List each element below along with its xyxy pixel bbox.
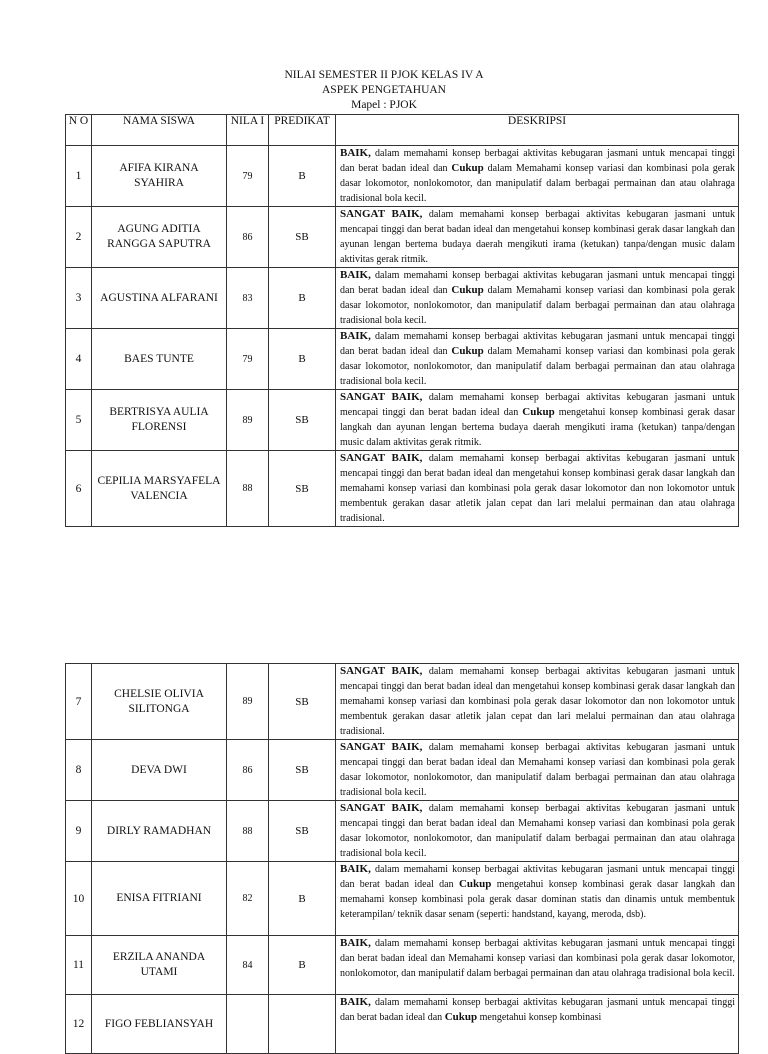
title-line-3: Mapel : PJOK (351, 99, 417, 111)
student-name: BAES TUNTE (92, 329, 227, 390)
student-name: CHELSIE OLIVIA SILITONGA (92, 664, 227, 740)
row-number: 9 (66, 801, 92, 862)
student-predicate: SB (269, 207, 336, 268)
student-predicate: B (269, 146, 336, 207)
student-predicate: B (269, 329, 336, 390)
desc-mid: Cukup (522, 406, 555, 418)
desc-text: dalam memahami konsep berbagai aktivitas kebugaran jasmani untuk mencapai tinggi dan berat badan ideal dan Memahami konsep variasi dan kombinasi pola gerak dasar lokomotor, nonlokomotor, dan manipulatif dalam berbagai permainan dan atau olahraga tradisional bola kecil. (340, 742, 736, 798)
row-number: 6 (66, 451, 92, 527)
desc-lead: SANGAT BAIK, (340, 208, 423, 220)
desc-text: dalam memahami konsep berbagai aktivitas kebugaran jasmani untuk mencapai tinggi dan berat badan ideal dan mengetahui konsep kombinasi gerak dasar langkah dan memahami konsep variasi dan kombinasi pola gerak dasar lokomotor dan non lokomotor untuk membentuk gerakan dasar atletik jalan cepat dan lari melalui permainan dan atau olahraga tradisional. (340, 666, 736, 737)
student-description (336, 390, 739, 451)
student-predicate: B (269, 936, 336, 995)
header-nilai: NILA I (227, 115, 269, 146)
student-description (336, 268, 739, 329)
desc-text-2: mengetahui konsep kombinasi gerak dasar langkah dan memahami konsep kombinasi pola gerak dasar dominan statis dan dinamis untuk membentuk keterampilan/ teknik dasar senam (seperti: handstand, kayang, meroda, dsb). (340, 879, 735, 920)
desc-text-2: mengetahui konsep kombinasi (477, 1012, 602, 1023)
desc-text: dalam memahami konsep berbagai aktivitas kebugaran jasmani untuk mencapai tinggi dan berat badan ideal dan (340, 148, 735, 174)
student-predicate: SB (269, 664, 336, 740)
desc-text-2: dalam Memahami konsep variasi dan kombinasi pola gerak dasar lokomotor, nonlokomotor, dan manipulatif dalam berbagai permainan dan atau olahraga tradisional bola kecil. (340, 346, 735, 387)
student-description (336, 936, 739, 995)
student-description (336, 664, 739, 740)
row-number: 8 (66, 740, 92, 801)
student-predicate: SB (269, 451, 336, 527)
desc-mid: Cukup (451, 345, 484, 357)
student-score: 82 (227, 862, 269, 936)
student-name: BERTRISYA AULIA FLORENSI (92, 390, 227, 451)
row-number: 5 (66, 390, 92, 451)
header-predikat: PREDIKAT (269, 115, 336, 146)
student-name: DIRLY RAMADHAN (92, 801, 227, 862)
student-score: 88 (227, 801, 269, 862)
desc-lead: SANGAT BAIK, (340, 665, 423, 677)
student-name: CEPILIA MARSYAFELA VALENCIA (92, 451, 227, 527)
table-row (66, 936, 739, 995)
student-score: 84 (227, 936, 269, 995)
desc-text: dalam memahami konsep berbagai aktivitas kebugaran jasmani untuk mencapai tinggi dan berat badan ideal dan (340, 270, 735, 296)
student-score: 79 (227, 146, 269, 207)
table-row (66, 740, 739, 801)
row-number: 4 (66, 329, 92, 390)
desc-text-2: mengetahui konsep kombinasi gerak dasar langkah dan ayunan lengan bertema budaya daerah mengikuti irama (ketukan) tanpa/dengan music dalam aktivitas gerak ritmik. (340, 407, 736, 448)
student-description (336, 146, 739, 207)
table-row (66, 329, 739, 390)
desc-lead: BAIK, (340, 863, 371, 875)
desc-lead: BAIK, (340, 147, 371, 159)
desc-lead: BAIK, (340, 269, 371, 281)
desc-mid: Cukup (451, 284, 484, 296)
student-description (336, 207, 739, 268)
desc-text: dalam memahami konsep berbagai aktivitas kebugaran jasmani untuk mencapai tinggi dan berat badan ideal dan Memahami konsep variasi dan kombinasi pola gerak dasar lokomotor, nonlokomotor, dan manipulatif dalam berbagai permainan dan atau olahraga tradisional bola kecil. (340, 803, 736, 859)
desc-lead: SANGAT BAIK, (340, 452, 423, 464)
row-number: 2 (66, 207, 92, 268)
desc-text: dalam memahami konsep berbagai aktivitas kebugaran jasmani untuk mencapai tinggi dan berat badan ideal dan mengetahui konsep kombinasi gerak dasar langkah dan memahami konsep variasi dan kombinasi pola gerak dasar lokomotor dan non lokomotor untuk membentuk gerakan dasar atletik jalan cepat dan lari melalui permainan dan atau olahraga tradisional. (340, 453, 736, 524)
student-predicate: B (269, 268, 336, 329)
title-line-2: ASPEK PENGETAHUAN (322, 84, 446, 96)
desc-text: dalam memahami konsep berbagai aktivitas kebugaran jasmani untuk mencapai tinggi dan berat badan ideal dan mengetahui konsep kombinasi gerak dasar langkah dan ayunan lengan bertema budaya daerah mengikuti irama (ketukan) tanpa/dengan music dalam aktivitas gerak ritmik. (340, 209, 736, 265)
desc-lead: BAIK, (340, 937, 371, 949)
desc-mid: Cukup (444, 1011, 478, 1023)
student-name: AGUNG ADITIA RANGGA SAPUTRA (92, 207, 227, 268)
student-name: AGUSTINA ALFARANI (92, 268, 227, 329)
row-number: 11 (66, 936, 92, 995)
grades-table-page-2 (65, 663, 739, 1054)
table-row (66, 451, 739, 527)
document-title-block (0, 68, 768, 113)
header-nama-siswa: NAMA SISWA (92, 115, 227, 146)
grades-table-page-1 (65, 114, 739, 527)
table-row (66, 995, 739, 1054)
table-row (66, 801, 739, 862)
student-predicate (269, 995, 336, 1054)
table-row (66, 862, 739, 936)
student-predicate: B (269, 862, 336, 936)
header-no: N O (66, 115, 92, 146)
table-row (66, 268, 739, 329)
student-name: FIGO FEBLIANSYAH (92, 995, 227, 1054)
student-predicate: SB (269, 801, 336, 862)
student-description (336, 329, 739, 390)
student-score: 86 (227, 740, 269, 801)
student-score: 86 (227, 207, 269, 268)
student-name: AFIFA KIRANA SYAHIRA (92, 146, 227, 207)
desc-text: dalam memahami konsep berbagai aktivitas kebugaran jasmani untuk mencapai tinggi dan berat badan ideal dan (340, 864, 735, 890)
student-predicate: SB (269, 390, 336, 451)
desc-text: dalam memahami konsep berbagai aktivitas kebugaran jasmani untuk mencapai tinggi dan berat badan ideal dan (340, 331, 735, 357)
student-description (336, 451, 739, 527)
student-score: 89 (227, 664, 269, 740)
student-score (227, 995, 269, 1054)
student-score: 89 (227, 390, 269, 451)
student-score: 79 (227, 329, 269, 390)
row-number: 10 (66, 862, 92, 936)
desc-text: dalam memahami konsep berbagai aktivitas kebugaran jasmani untuk mencapai tinggi dan berat badan ideal dan (340, 392, 736, 418)
table-row (66, 146, 739, 207)
desc-lead: BAIK, (340, 330, 371, 342)
student-description (336, 995, 739, 1054)
student-name: ENISA FITRIANI (92, 862, 227, 936)
desc-text-2: dalam Memahami konsep variasi dan kombinasi pola gerak dasar lokomotor, nonlokomotor, dan manipulatif dalam berbagai permainan dan atau olahraga tradisional bola kecil. (340, 163, 735, 204)
row-number: 3 (66, 268, 92, 329)
table-row (66, 207, 739, 268)
desc-text: dalam memahami konsep berbagai aktivitas kebugaran jasmani untuk mencapai tinggi dan berat badan ideal dan Memahami konsep variasi dan kombinasi pola gerak dasar lokomotor, nonlokomotor, dan manipulatif dalam berbagai permainan dan atau olahraga tradisional bola kecil. (340, 938, 735, 979)
desc-lead: SANGAT BAIK, (340, 391, 423, 403)
row-number: 7 (66, 664, 92, 740)
desc-mid: Cukup (458, 878, 492, 890)
desc-lead: SANGAT BAIK, (340, 802, 423, 814)
desc-lead: SANGAT BAIK, (340, 741, 423, 753)
student-score: 83 (227, 268, 269, 329)
table-row (66, 664, 739, 740)
student-description (336, 862, 739, 936)
desc-mid: Cukup (451, 162, 484, 174)
row-number: 12 (66, 995, 92, 1054)
row-number: 1 (66, 146, 92, 207)
desc-text-2: dalam Memahami konsep variasi dan kombinasi pola gerak dasar lokomotor, nonlokomotor, dan manipulatif dalam berbagai permainan dan atau olahraga tradisional bola kecil. (340, 285, 735, 326)
student-description (336, 801, 739, 862)
desc-lead: BAIK, (340, 996, 371, 1008)
table-row (66, 390, 739, 451)
title-line-1: NILAI SEMESTER II PJOK KELAS IV A (284, 69, 484, 81)
header-deskripsi: DESKRIPSI (336, 115, 739, 146)
table-header-row (66, 115, 739, 146)
student-name: ERZILA ANANDA UTAMI (92, 936, 227, 995)
desc-text: dalam memahami konsep berbagai aktivitas kebugaran jasmani untuk mencapai tinggi dan berat badan ideal dan (340, 997, 735, 1023)
student-predicate: SB (269, 740, 336, 801)
student-name: DEVA DWI (92, 740, 227, 801)
student-description (336, 740, 739, 801)
student-score: 88 (227, 451, 269, 527)
